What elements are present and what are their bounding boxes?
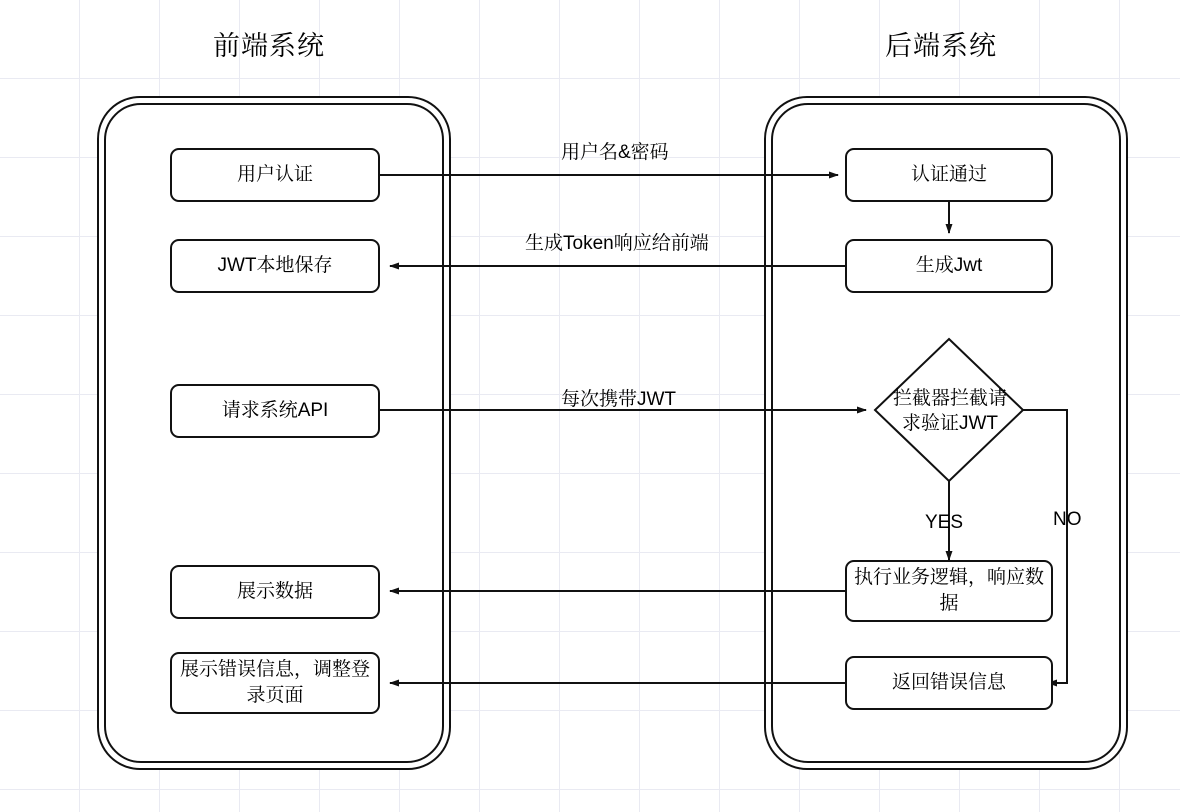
node-business-logic[interactable]: 执行业务逻辑，响应数据 (845, 560, 1053, 622)
node-auth-pass[interactable]: 认证通过 (845, 148, 1053, 202)
edge-label-token-response: 生成Token响应给前端 (525, 233, 709, 254)
lane-title-backend: 后端系统 (885, 31, 997, 61)
node-generate-jwt[interactable]: 生成Jwt (845, 239, 1053, 293)
lane-title-frontend: 前端系统 (213, 31, 325, 61)
edge-label-no: NO (1053, 509, 1082, 530)
node-jwt-local-store[interactable]: JWT本地保存 (170, 239, 380, 293)
edge-label-yes: YES (925, 512, 964, 533)
node-return-error[interactable]: 返回错误信息 (845, 656, 1053, 710)
node-show-data[interactable]: 展示数据 (170, 565, 380, 619)
node-user-auth[interactable]: 用户认证 (170, 148, 380, 202)
edge-label-carry-jwt: 每次携带JWT (561, 389, 677, 410)
node-request-api[interactable]: 请求系统API (170, 384, 380, 438)
edge-label-credentials: 用户名&密码 (561, 142, 669, 163)
node-show-error[interactable]: 展示错误信息，调整登录页面 (170, 652, 380, 714)
node-interceptor[interactable]: 拦截器拦截请求验证JWT (892, 388, 1007, 434)
